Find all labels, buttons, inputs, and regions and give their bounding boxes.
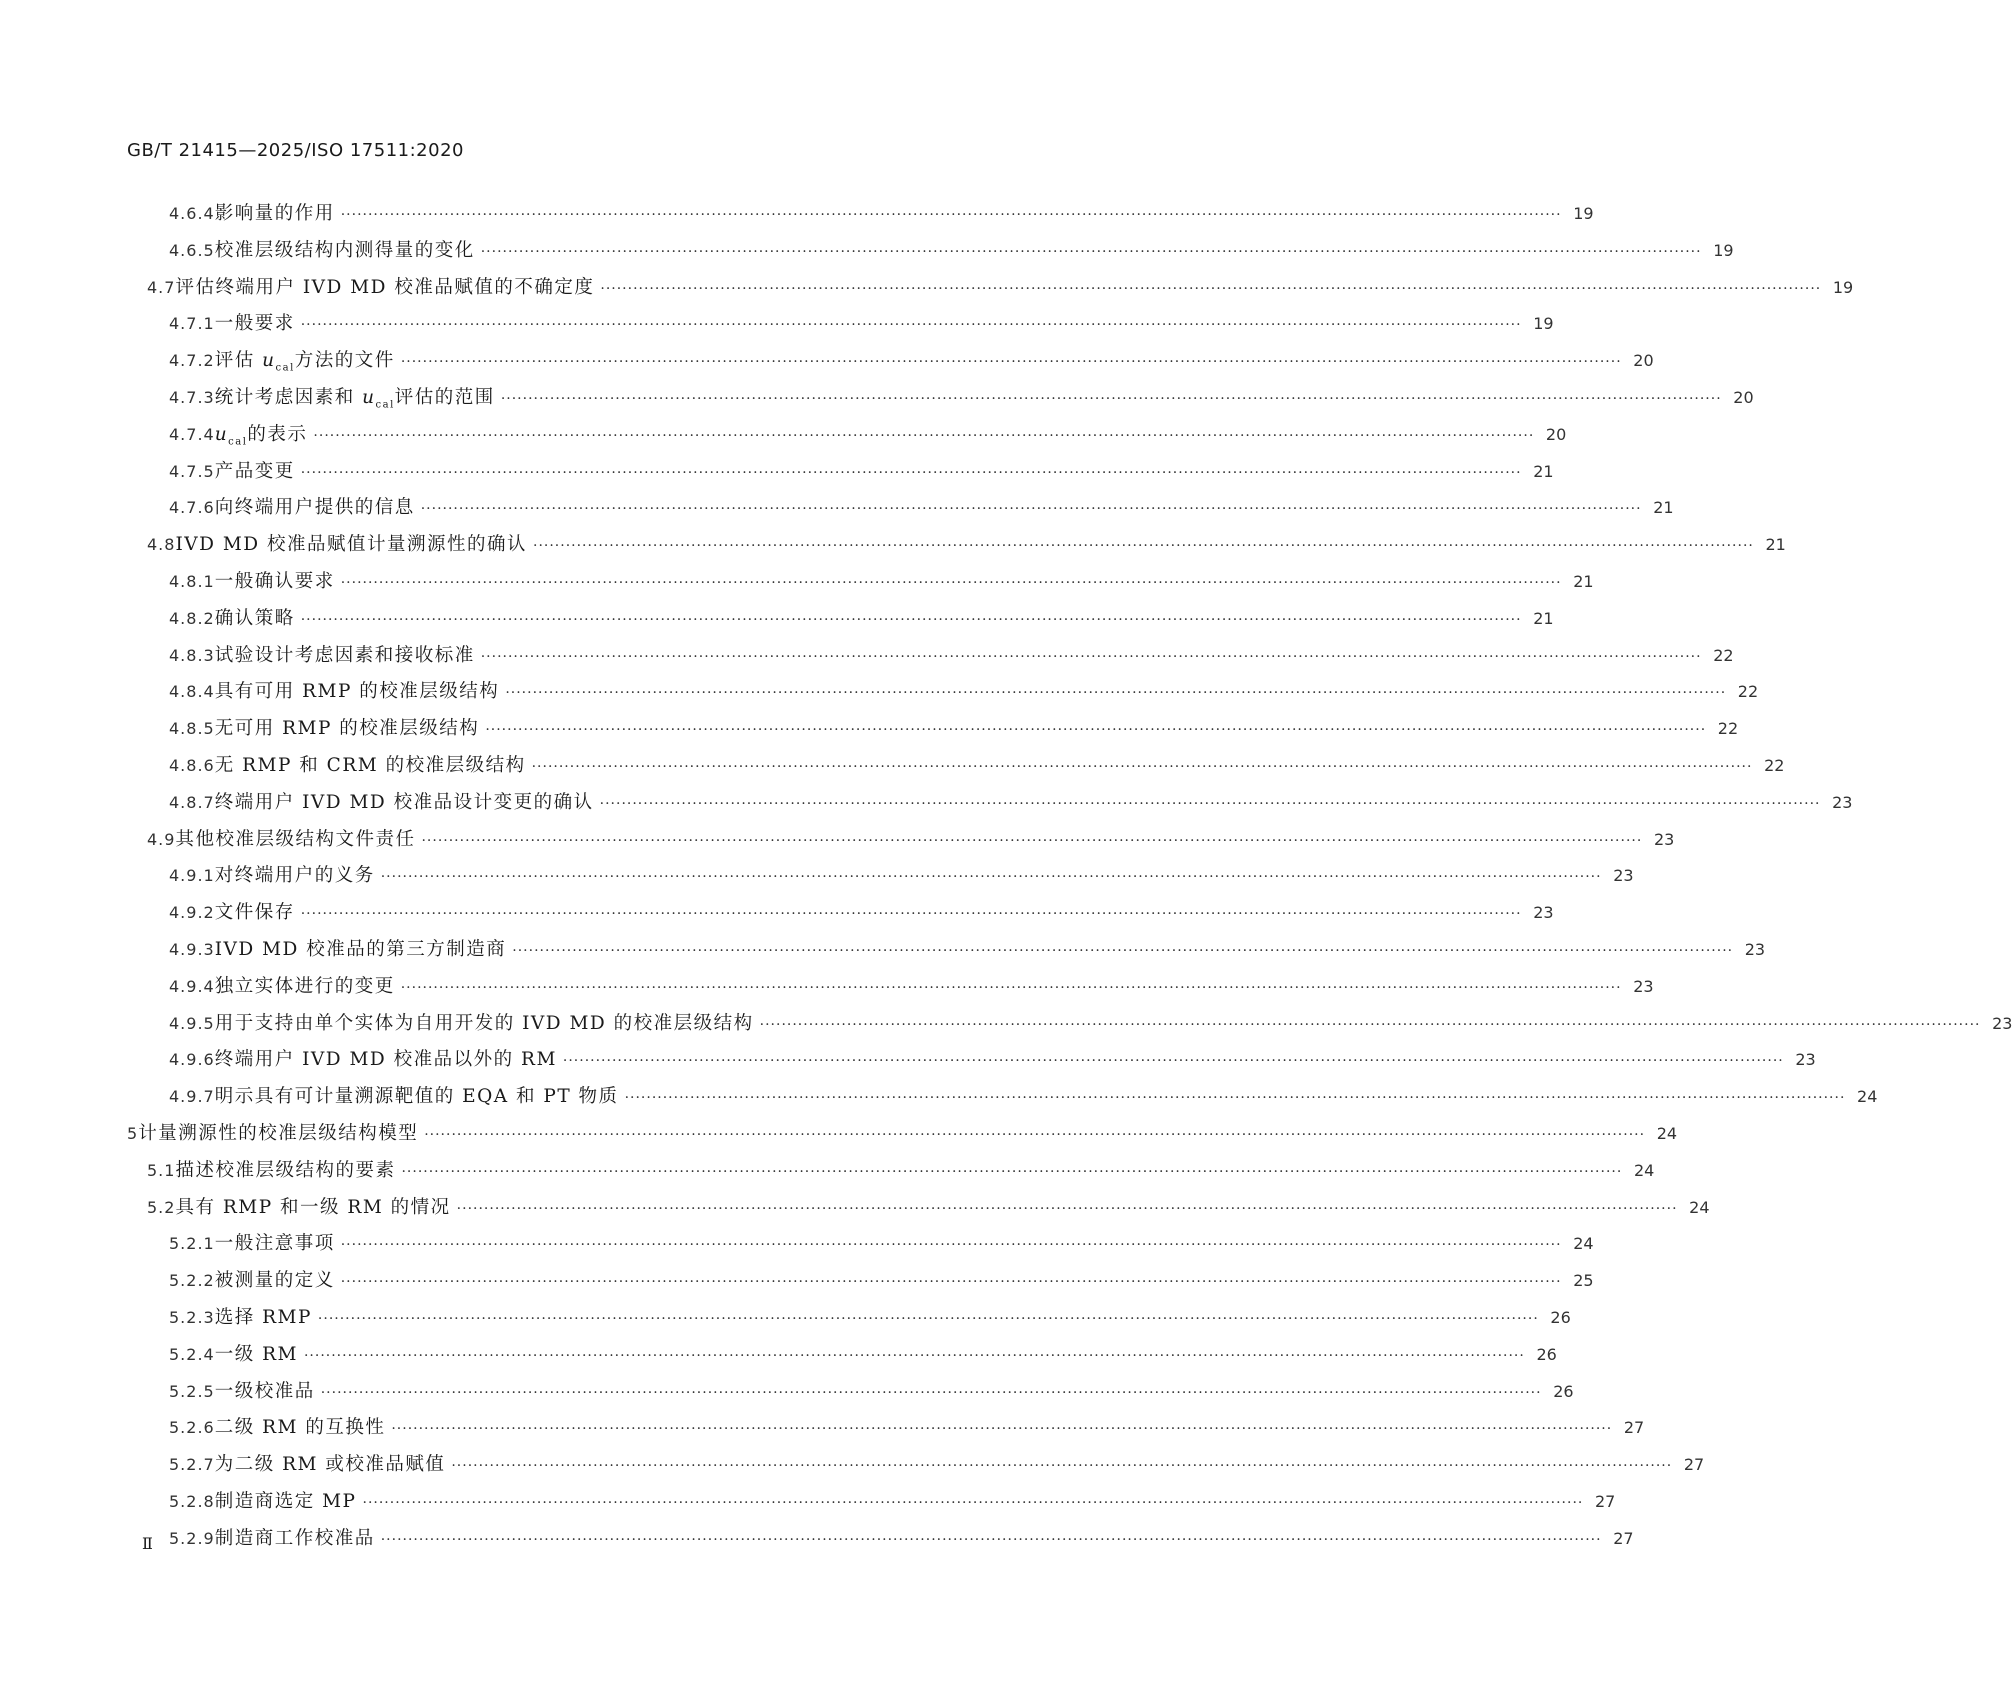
toc-entry-page: 26 — [1536, 1344, 1557, 1364]
toc-entry[interactable] — [127, 306, 1554, 343]
toc-entry[interactable] — [127, 822, 1675, 859]
toc-entry-number: 4.9.7 — [169, 1087, 215, 1107]
toc-leader-dots — [532, 748, 1753, 786]
toc-entry-title: 计量溯源性的校准层级结构模型 — [138, 1122, 419, 1144]
toc-entry-number: 4.7.4 — [169, 424, 215, 444]
toc-entry-number: 4.6.4 — [169, 204, 215, 223]
toc-entry-number: 4.8.5 — [169, 719, 215, 739]
toc-entry-page: 22 — [1713, 645, 1734, 665]
toc-leader-dots — [485, 711, 1706, 749]
table-of-contents — [127, 196, 2012, 1557]
toc-entry-number: 4.7.6 — [169, 498, 215, 518]
toc-entry-number: 5.2.5 — [169, 1381, 215, 1401]
toc-leader-dots — [391, 1410, 1612, 1448]
toc-leader-dots — [625, 1079, 1846, 1117]
toc-entry-title: 被测量的定义 — [214, 1270, 335, 1292]
toc-entry-number: 5.2 — [147, 1197, 176, 1217]
toc-entry-page: 21 — [1765, 535, 1786, 555]
toc-entry[interactable] — [127, 454, 1554, 491]
toc-entry[interactable] — [127, 527, 1786, 564]
toc-leader-dots — [318, 1300, 1539, 1338]
toc-leader-dots — [341, 1263, 1562, 1301]
toc-entry-number: 4.9.2 — [169, 903, 215, 923]
toc-entry-page: 26 — [1550, 1307, 1571, 1327]
toc-entry-page: 24 — [1689, 1197, 1710, 1217]
toc-entry-number: 4.9.6 — [169, 1050, 215, 1070]
toc-entry-number: 4.9.3 — [169, 939, 215, 959]
toc-entry-number: 4.9.1 — [169, 866, 215, 886]
toc-entry-number: 4.8.7 — [169, 792, 215, 812]
toc-entry[interactable] — [127, 1042, 1816, 1079]
toc-leader-dots — [563, 1042, 1784, 1080]
toc-entry-number: 5.1 — [147, 1160, 176, 1180]
toc-entry-title: 选择 RMP — [214, 1306, 312, 1328]
toc-leader-dots — [341, 196, 1562, 234]
toc-entry[interactable] — [127, 1226, 1594, 1263]
toc-leader-dots — [481, 638, 1702, 676]
toc-leader-dots — [341, 564, 1562, 602]
toc-entry-title: 影响量的作用 — [214, 203, 335, 224]
toc-entry-title: 明示具有可计量溯源靶值的 EQA 和 PT 物质 — [214, 1086, 619, 1108]
toc-entry-page: 21 — [1533, 461, 1554, 481]
document-header — [127, 140, 464, 161]
toc-entry[interactable] — [127, 1337, 1557, 1374]
toc-entry[interactable] — [127, 1263, 1594, 1300]
toc-entry-page: 22 — [1764, 755, 1785, 775]
toc-entry[interactable] — [127, 1447, 1705, 1484]
toc-entry[interactable] — [127, 1410, 1645, 1447]
toc-entry-title: 制造商工作校准品 — [214, 1527, 375, 1549]
toc-leader-dots — [481, 233, 1702, 271]
toc-entry[interactable] — [127, 564, 1594, 601]
toc-entry-page: 23 — [1613, 866, 1634, 886]
toc-entry-page: 23 — [1633, 976, 1654, 996]
toc-entry-number: 5.2.7 — [169, 1455, 215, 1475]
toc-leader-dots — [421, 490, 1642, 528]
toc-entry-page: 21 — [1533, 608, 1554, 628]
toc-leader-dots — [505, 674, 1726, 712]
toc-entry-page: 21 — [1653, 498, 1674, 518]
toc-entry[interactable] — [127, 638, 1734, 675]
toc-entry-page: 24 — [1573, 1234, 1594, 1254]
toc-entry-number: 5.2.4 — [169, 1344, 215, 1364]
toc-leader-dots — [301, 601, 1522, 639]
toc-leader-dots — [401, 1153, 1622, 1191]
toc-leader-dots — [401, 969, 1622, 1007]
toc-entry-title: 描述校准层级结构的要素 — [175, 1159, 396, 1181]
toc-entry-title: $u_{cal}$的表示 — [214, 423, 308, 448]
toc-leader-dots — [301, 306, 1522, 344]
toc-entry-number: 4.8.2 — [169, 608, 215, 628]
toc-entry[interactable] — [127, 1521, 1634, 1558]
toc-entry-number: 5 — [127, 1123, 139, 1143]
toc-entry-number: 4.7 — [147, 277, 176, 297]
toc-leader-dots — [512, 932, 1733, 970]
toc-entry-number: 4.8.6 — [169, 755, 215, 775]
toc-leader-dots — [457, 1190, 1678, 1228]
toc-entry-title: 确认策略 — [214, 607, 295, 629]
toc-entry-title: 产品变更 — [214, 460, 295, 482]
toc-entry[interactable] — [127, 858, 1634, 895]
toc-entry[interactable] — [127, 674, 1759, 711]
toc-entry-title: 为二级 RM 或校准品赋值 — [214, 1454, 446, 1476]
toc-entry[interactable] — [127, 969, 1654, 1006]
toc-entry-page: 20 — [1733, 387, 1754, 407]
toc-entry-number: 4.7.5 — [169, 461, 215, 481]
toc-entry-page: 27 — [1683, 1455, 1705, 1475]
toc-entry-number: 5.2.9 — [169, 1528, 215, 1548]
toc-entry-title: 用于支持由单个实体为自用开发的 IVD MD 的校准层级结构 — [214, 1012, 754, 1034]
toc-entry-page: 19 — [1832, 277, 1854, 297]
toc-leader-dots — [341, 1226, 1562, 1264]
toc-leader-dots — [760, 1006, 1981, 1044]
toc-entry-number: 4.8.4 — [169, 682, 215, 702]
toc-entry[interactable] — [127, 1153, 1655, 1190]
toc-entry[interactable] — [127, 270, 1854, 307]
toc-entry-number: 4.8.1 — [169, 571, 215, 591]
toc-entry-number: 5.2.3 — [169, 1307, 215, 1327]
page-number: Ⅱ — [142, 1534, 153, 1553]
toc-leader-dots — [600, 785, 1821, 823]
toc-entry[interactable] — [127, 380, 1754, 417]
toc-entry[interactable] — [127, 417, 1567, 454]
toc-entry-number: 4.9.5 — [169, 1013, 215, 1033]
toc-entry-title: 具有可用 RMP 的校准层级结构 — [214, 681, 500, 703]
toc-entry-title: 统计考虑因素和 $u_{cal}$评估的范围 — [214, 386, 495, 411]
toc-entry-title: 一级 RM — [214, 1343, 298, 1365]
toc-entry[interactable] — [127, 1300, 1571, 1337]
toc-leader-dots — [301, 895, 1522, 933]
standard-code: GB/T 21415—2025/ISO 17511:2020 — [127, 140, 464, 161]
toc-entry[interactable] — [127, 748, 1785, 785]
toc-entry-title: 一般确认要求 — [214, 570, 335, 592]
toc-entry-page: 20 — [1545, 424, 1567, 444]
toc-entry-page: 24 — [1633, 1160, 1655, 1180]
toc-entry-title: IVD MD 校准品赋值计量溯源性的确认 — [175, 534, 527, 556]
toc-leader-dots — [313, 417, 1534, 455]
toc-entry-title: 终端用户 IVD MD 校准品以外的 RM — [214, 1049, 557, 1071]
toc-entry-page: 22 — [1737, 682, 1759, 702]
toc-entry-title: 具有 RMP 和一级 RM 的情况 — [175, 1196, 451, 1218]
toc-entry-page: 21 — [1573, 571, 1594, 591]
toc-entry-title: 向终端用户提供的信息 — [214, 497, 415, 519]
toc-entry-number: 4.9 — [147, 829, 176, 849]
toc-entry-title: 一般要求 — [214, 313, 295, 335]
toc-leader-dots — [501, 380, 1722, 418]
toc-entry[interactable] — [127, 1374, 1574, 1411]
toc-entry-title: 无 RMP 和 CRM 的校准层级结构 — [214, 754, 526, 776]
toc-leader-dots — [321, 1374, 1542, 1412]
toc-entry[interactable] — [127, 490, 1674, 527]
toc-entry-page: 23 — [1533, 903, 1554, 923]
toc-entry-page: 20 — [1633, 351, 1654, 371]
toc-entry-title: 评估终端用户 IVD MD 校准品赋值的不确定度 — [175, 276, 595, 298]
toc-entry-title: 试验设计考虑因素和接收标准 — [214, 644, 475, 666]
toc-entry-number: 4.7.1 — [169, 314, 215, 334]
toc-entry-page: 25 — [1573, 1271, 1594, 1291]
toc-entry-number: 4.8.3 — [169, 645, 215, 665]
toc-leader-dots — [304, 1337, 1525, 1375]
toc-entry[interactable] — [127, 233, 1734, 270]
toc-entry[interactable] — [127, 343, 1654, 380]
toc-leader-dots — [301, 454, 1522, 492]
toc-leader-dots — [600, 270, 1821, 308]
toc-leader-dots — [381, 858, 1602, 896]
toc-entry-title: 一般注意事项 — [214, 1233, 335, 1255]
toc-entry[interactable] — [127, 1190, 1710, 1227]
toc-entry[interactable] — [127, 932, 1766, 969]
toc-leader-dots — [401, 343, 1622, 381]
toc-leader-dots — [451, 1447, 1672, 1485]
toc-entry[interactable] — [127, 785, 1853, 822]
toc-entry-number: 5.2.6 — [169, 1418, 215, 1438]
toc-entry[interactable] — [127, 711, 1739, 748]
toc-entry-number: 4.8 — [147, 535, 176, 555]
toc-entry-page: 27 — [1594, 1491, 1616, 1511]
toc-entry-title: 一级校准品 — [214, 1380, 315, 1402]
toc-entry-page: 19 — [1573, 204, 1594, 223]
toc-entry-page: 23 — [1744, 939, 1766, 959]
toc-leader-dots — [424, 1116, 1645, 1154]
toc-entry[interactable] — [127, 1006, 2012, 1043]
toc-entry-title: 独立实体进行的变更 — [214, 975, 395, 997]
toc-entry-page: 23 — [1832, 792, 1853, 812]
toc-entry-page: 23 — [1653, 829, 1675, 849]
toc-entry-title: 文件保存 — [214, 902, 295, 924]
toc-entry-page: 27 — [1613, 1528, 1634, 1548]
toc-entry-title: 校准层级结构内测得量的变化 — [214, 239, 475, 261]
toc-entry-page: 27 — [1623, 1418, 1645, 1438]
toc-entry-title: 无可用 RMP 的校准层级结构 — [214, 718, 480, 740]
toc-leader-dots — [381, 1521, 1602, 1559]
toc-leader-dots — [363, 1484, 1584, 1522]
toc-entry-page: 23 — [1992, 1013, 2012, 1033]
toc-entry-page: 24 — [1656, 1123, 1678, 1143]
toc-entry[interactable] — [127, 1116, 1678, 1153]
toc-entry[interactable] — [127, 601, 1554, 638]
toc-leader-dots — [421, 822, 1642, 860]
toc-entry-page: 19 — [1533, 314, 1554, 334]
toc-entry-page: 22 — [1717, 719, 1739, 739]
toc-entry[interactable] — [127, 1484, 1616, 1521]
toc-entry-number: 4.7.2 — [169, 351, 215, 371]
toc-entry-title: IVD MD 校准品的第三方制造商 — [214, 938, 507, 960]
toc-entry-number: 5.2.2 — [169, 1271, 215, 1291]
toc-entry[interactable] — [127, 196, 1594, 233]
toc-entry-title: 制造商选定 MP — [214, 1490, 357, 1512]
toc-entry-number: 4.7.3 — [169, 387, 215, 407]
toc-entry[interactable] — [127, 1079, 1878, 1116]
toc-entry-page: 24 — [1857, 1087, 1878, 1107]
toc-leader-dots — [533, 527, 1754, 565]
toc-entry[interactable] — [127, 895, 1554, 932]
toc-entry-title: 其他校准层级结构文件责任 — [175, 828, 416, 850]
toc-entry-page: 23 — [1795, 1050, 1816, 1070]
toc-entry-title: 终端用户 IVD MD 校准品设计变更的确认 — [214, 791, 594, 813]
toc-entry-page: 19 — [1713, 240, 1734, 260]
toc-entry-number: 5.2.1 — [169, 1234, 215, 1254]
toc-entry-number: 4.6.5 — [169, 240, 215, 260]
toc-entry-number: 5.2.8 — [169, 1491, 215, 1511]
toc-entry-page: 26 — [1553, 1381, 1574, 1401]
toc-entry-title: 对终端用户的义务 — [214, 865, 375, 887]
toc-entry-number: 4.9.4 — [169, 976, 215, 996]
toc-entry-title: 评估 $u_{cal}$方法的文件 — [214, 350, 395, 374]
toc-entry-title: 二级 RM 的互换性 — [214, 1417, 386, 1439]
